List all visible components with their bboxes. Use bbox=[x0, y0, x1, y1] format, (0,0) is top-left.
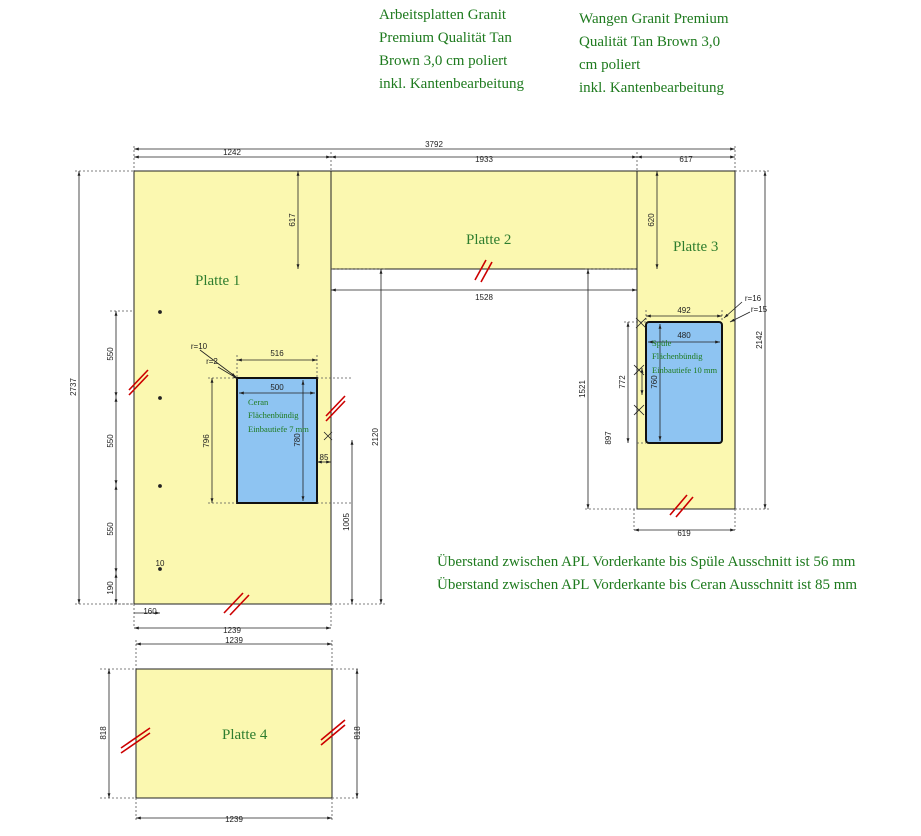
ceran-label-line3: Einbautiefe 7 mm bbox=[248, 424, 309, 434]
dim-total-width: 3792 bbox=[425, 140, 443, 149]
dim-p4-width-top: 1239 bbox=[225, 636, 243, 645]
dim-p3-top-depth: 620 bbox=[647, 213, 656, 227]
dim-p3-inner-height: 1521 bbox=[578, 380, 587, 398]
dim-sink-r15: r=15 bbox=[750, 305, 768, 314]
ceran-label-line2: Flächenbündig bbox=[248, 410, 299, 420]
platte-2 bbox=[331, 171, 637, 269]
dim-ceran-r10: r=10 bbox=[190, 342, 208, 351]
dim-p3-bottom-width: 619 bbox=[677, 529, 691, 538]
dim-ceran-inner-h: 796 bbox=[202, 434, 211, 448]
dim-sink-outer-w: 492 bbox=[677, 306, 691, 315]
spuele-label-line3: Einbautiefe 10 mm bbox=[652, 365, 718, 375]
dim-p1-sec4: 190 bbox=[106, 581, 115, 595]
label-platte-1: Platte 1 bbox=[195, 273, 241, 289]
dim-p1-inner-height: 2120 bbox=[371, 428, 380, 446]
ceran-label-line1: Ceran bbox=[248, 397, 269, 407]
label-platte-4: Platte 4 bbox=[222, 727, 268, 743]
dim-p1-small: 10 bbox=[155, 559, 165, 568]
dim-ceran-bottom: 1005 bbox=[342, 513, 351, 531]
dim-ceran-edge: 85 bbox=[319, 453, 329, 462]
dim-ceran-r2: r=2 bbox=[206, 357, 218, 366]
dim-p2-width: 1933 bbox=[475, 155, 493, 164]
note-sink-overhang: Überstand zwischen APL Vorderkante bis Spüle Ausschnitt ist 56 mm bbox=[437, 554, 856, 570]
spuele-label-line1: Spüle bbox=[652, 338, 672, 348]
dim-p1-bottom-width: 1239 bbox=[223, 626, 241, 635]
dim-p1-sec3: 550 bbox=[106, 522, 115, 536]
dim-p1-sec1: 550 bbox=[106, 347, 115, 361]
spuele-label-line2: Flächenbündig bbox=[652, 351, 703, 361]
dim-inner-width: 1528 bbox=[475, 293, 493, 302]
dim-p1-bottom-offset: 160 bbox=[143, 607, 157, 616]
dim-ceran-inner-w: 500 bbox=[270, 383, 284, 392]
dim-p4-width-bottom: 1239 bbox=[225, 815, 243, 824]
dim-p1-sec2: 550 bbox=[106, 434, 115, 448]
dim-ceran-outer-h: 780 bbox=[293, 433, 302, 447]
dim-sink-r16: r=16 bbox=[744, 294, 762, 303]
dim-p4-height-right: 818 bbox=[353, 726, 362, 740]
dim-sink-h1: 772 bbox=[618, 375, 627, 389]
header-panel-material: Wangen Granit Premium Qualität Tan Brown 3,0 cm poliert inkl. Kantenbearbeitung bbox=[579, 11, 729, 96]
dim-total-height: 2737 bbox=[69, 378, 78, 396]
dim-sink-inner-w: 480 bbox=[677, 331, 691, 340]
dim-p3-width: 617 bbox=[679, 155, 693, 164]
label-platte-3: Platte 3 bbox=[673, 239, 719, 255]
slab-shapes bbox=[134, 171, 735, 798]
header-worktop-material: Arbeitsplatten Granit Premium Qualität Tan Brown 3,0 cm poliert inkl. Kantenbearbeitung bbox=[379, 7, 524, 92]
dim-ceran-outer-w: 516 bbox=[270, 349, 284, 358]
note-ceran-overhang: Überstand zwischen APL Vorderkante bis Ceran Ausschnitt ist 85 mm bbox=[437, 577, 858, 593]
dim-p2-depth: 617 bbox=[288, 213, 297, 227]
dim-sink-bottom: 897 bbox=[604, 431, 613, 445]
dim-p3-height: 2142 bbox=[755, 331, 764, 349]
dim-p1-width: 1242 bbox=[223, 148, 241, 157]
dim-sink-h2: 760 bbox=[650, 375, 659, 389]
dim-p4-height-left: 818 bbox=[99, 726, 108, 740]
label-platte-2: Platte 2 bbox=[466, 232, 512, 248]
